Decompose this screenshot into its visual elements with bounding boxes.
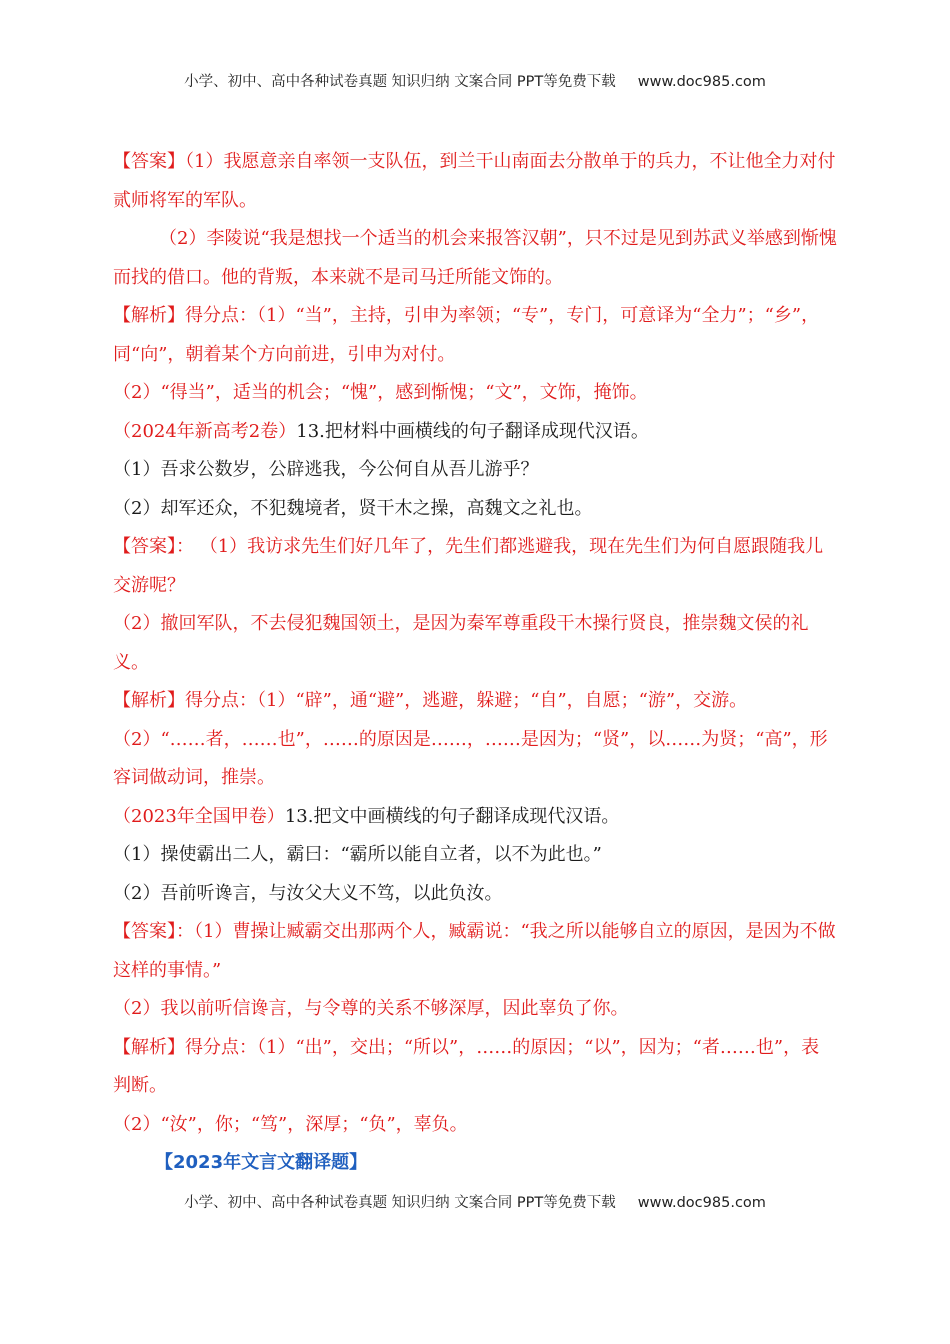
answer-paragraph: （2）我以前听信谗言，与令尊的关系不够深厚，因此辜负了你。 (113, 998, 629, 1019)
analysis-paragraph: 【解析】得分点：（1）“当”，主持，引申为率领；“专”，专门，可意译为“全力”；“乡”，同“向”，朝着某个方向前进，引申为对付。 (113, 305, 820, 365)
source-tag: （2024年新高考2卷） (113, 420, 297, 442)
answer-paragraph: 【答案】： （1）我访求先生们好几年了，先生们都逃避我，现在先生们为何自愿跟随我儿交游呢？ (113, 536, 824, 596)
question-sentence: （2）却军还众，不犯魏境者，贤干木之操，高魏文之礼也。 (113, 497, 593, 519)
analysis-paragraph: 【解析】得分点：（1）“辟”，通“避”，逃避，躲避；“自”，自愿；“游”，交游。 (113, 690, 748, 711)
analysis-paragraph: 【解析】得分点：（1）“出”，交出；“所以”，……的原因；“以”，因为；“者……也”，表判断。 (113, 1036, 820, 1096)
header-text: 小学、初中、高中各种试卷真题 知识归纳 文案合同 PPT等免费下载 (184, 74, 616, 90)
question-paragraph (113, 798, 837, 837)
answer-paragraph: （2）撤回军队，不去侵犯魏国领土，是因为秦军尊重段干木操行贤良，推崇魏文侯的礼义。 (113, 613, 809, 673)
question-text: 13.把材料中画横线的句子翻译成现代汉语。 (296, 420, 649, 442)
analysis-paragraph: （2）“汝”，你；“笃”，深厚；“负”，辜负。 (113, 1113, 468, 1135)
question-sentence: （1）吾求公数岁，公辟逃我，今公何自从吾儿游乎？ (113, 459, 539, 480)
question-paragraph (113, 413, 837, 452)
answer-paragraph: 【答案】（1）我愿意亲自率领一支队伍，到兰干山南面去分散单于的兵力，不让他全力对付贰师将军的军队。 (113, 151, 836, 211)
question-sentence: （2）吾前听谗言，与汝父大义不笃，以此负汝。 (113, 882, 503, 904)
page-header (0, 70, 950, 91)
question-text: 13.把文中画横线的句子翻译成现代汉语。 (284, 805, 620, 827)
answer-paragraph: 【答案】：（1）曹操让臧霸交出那两个人，臧霸说：“我之所以能够自立的原因，是因为不做这样的事情。” (113, 921, 836, 981)
section-heading: 【2023年文言文翻译题】 (155, 1152, 368, 1173)
question-sentence: （1）操使霸出二人，霸曰：“霸所以能自立者，以不为此也。” (113, 844, 602, 865)
page-footer (0, 1191, 950, 1212)
footer-site: www.doc985.com (637, 1195, 766, 1211)
document-body (113, 143, 837, 1144)
analysis-paragraph: （2）“……者，……也”，……的原因是……，……是因为；“贤”，以……为贤；“高”，形容词做动词，推崇。 (113, 728, 828, 788)
source-tag: （2023年全国甲卷） (113, 805, 285, 827)
footer-text: 小学、初中、高中各种试卷真题 知识归纳 文案合同 PPT等免费下载 (184, 1195, 616, 1211)
answer-paragraph: （2）李陵说“我是想找一个适当的机会来报答汉朝”，只不过是见到苏武义举感到惭愧而找的借口。他的背叛，本来就不是司马迁所能文饰的。 (113, 228, 837, 288)
header-site: www.doc985.com (637, 74, 766, 90)
analysis-paragraph: （2）“得当”，适当的机会；“愧”，感到惭愧；“文”，文饰，掩饰。 (113, 382, 648, 403)
